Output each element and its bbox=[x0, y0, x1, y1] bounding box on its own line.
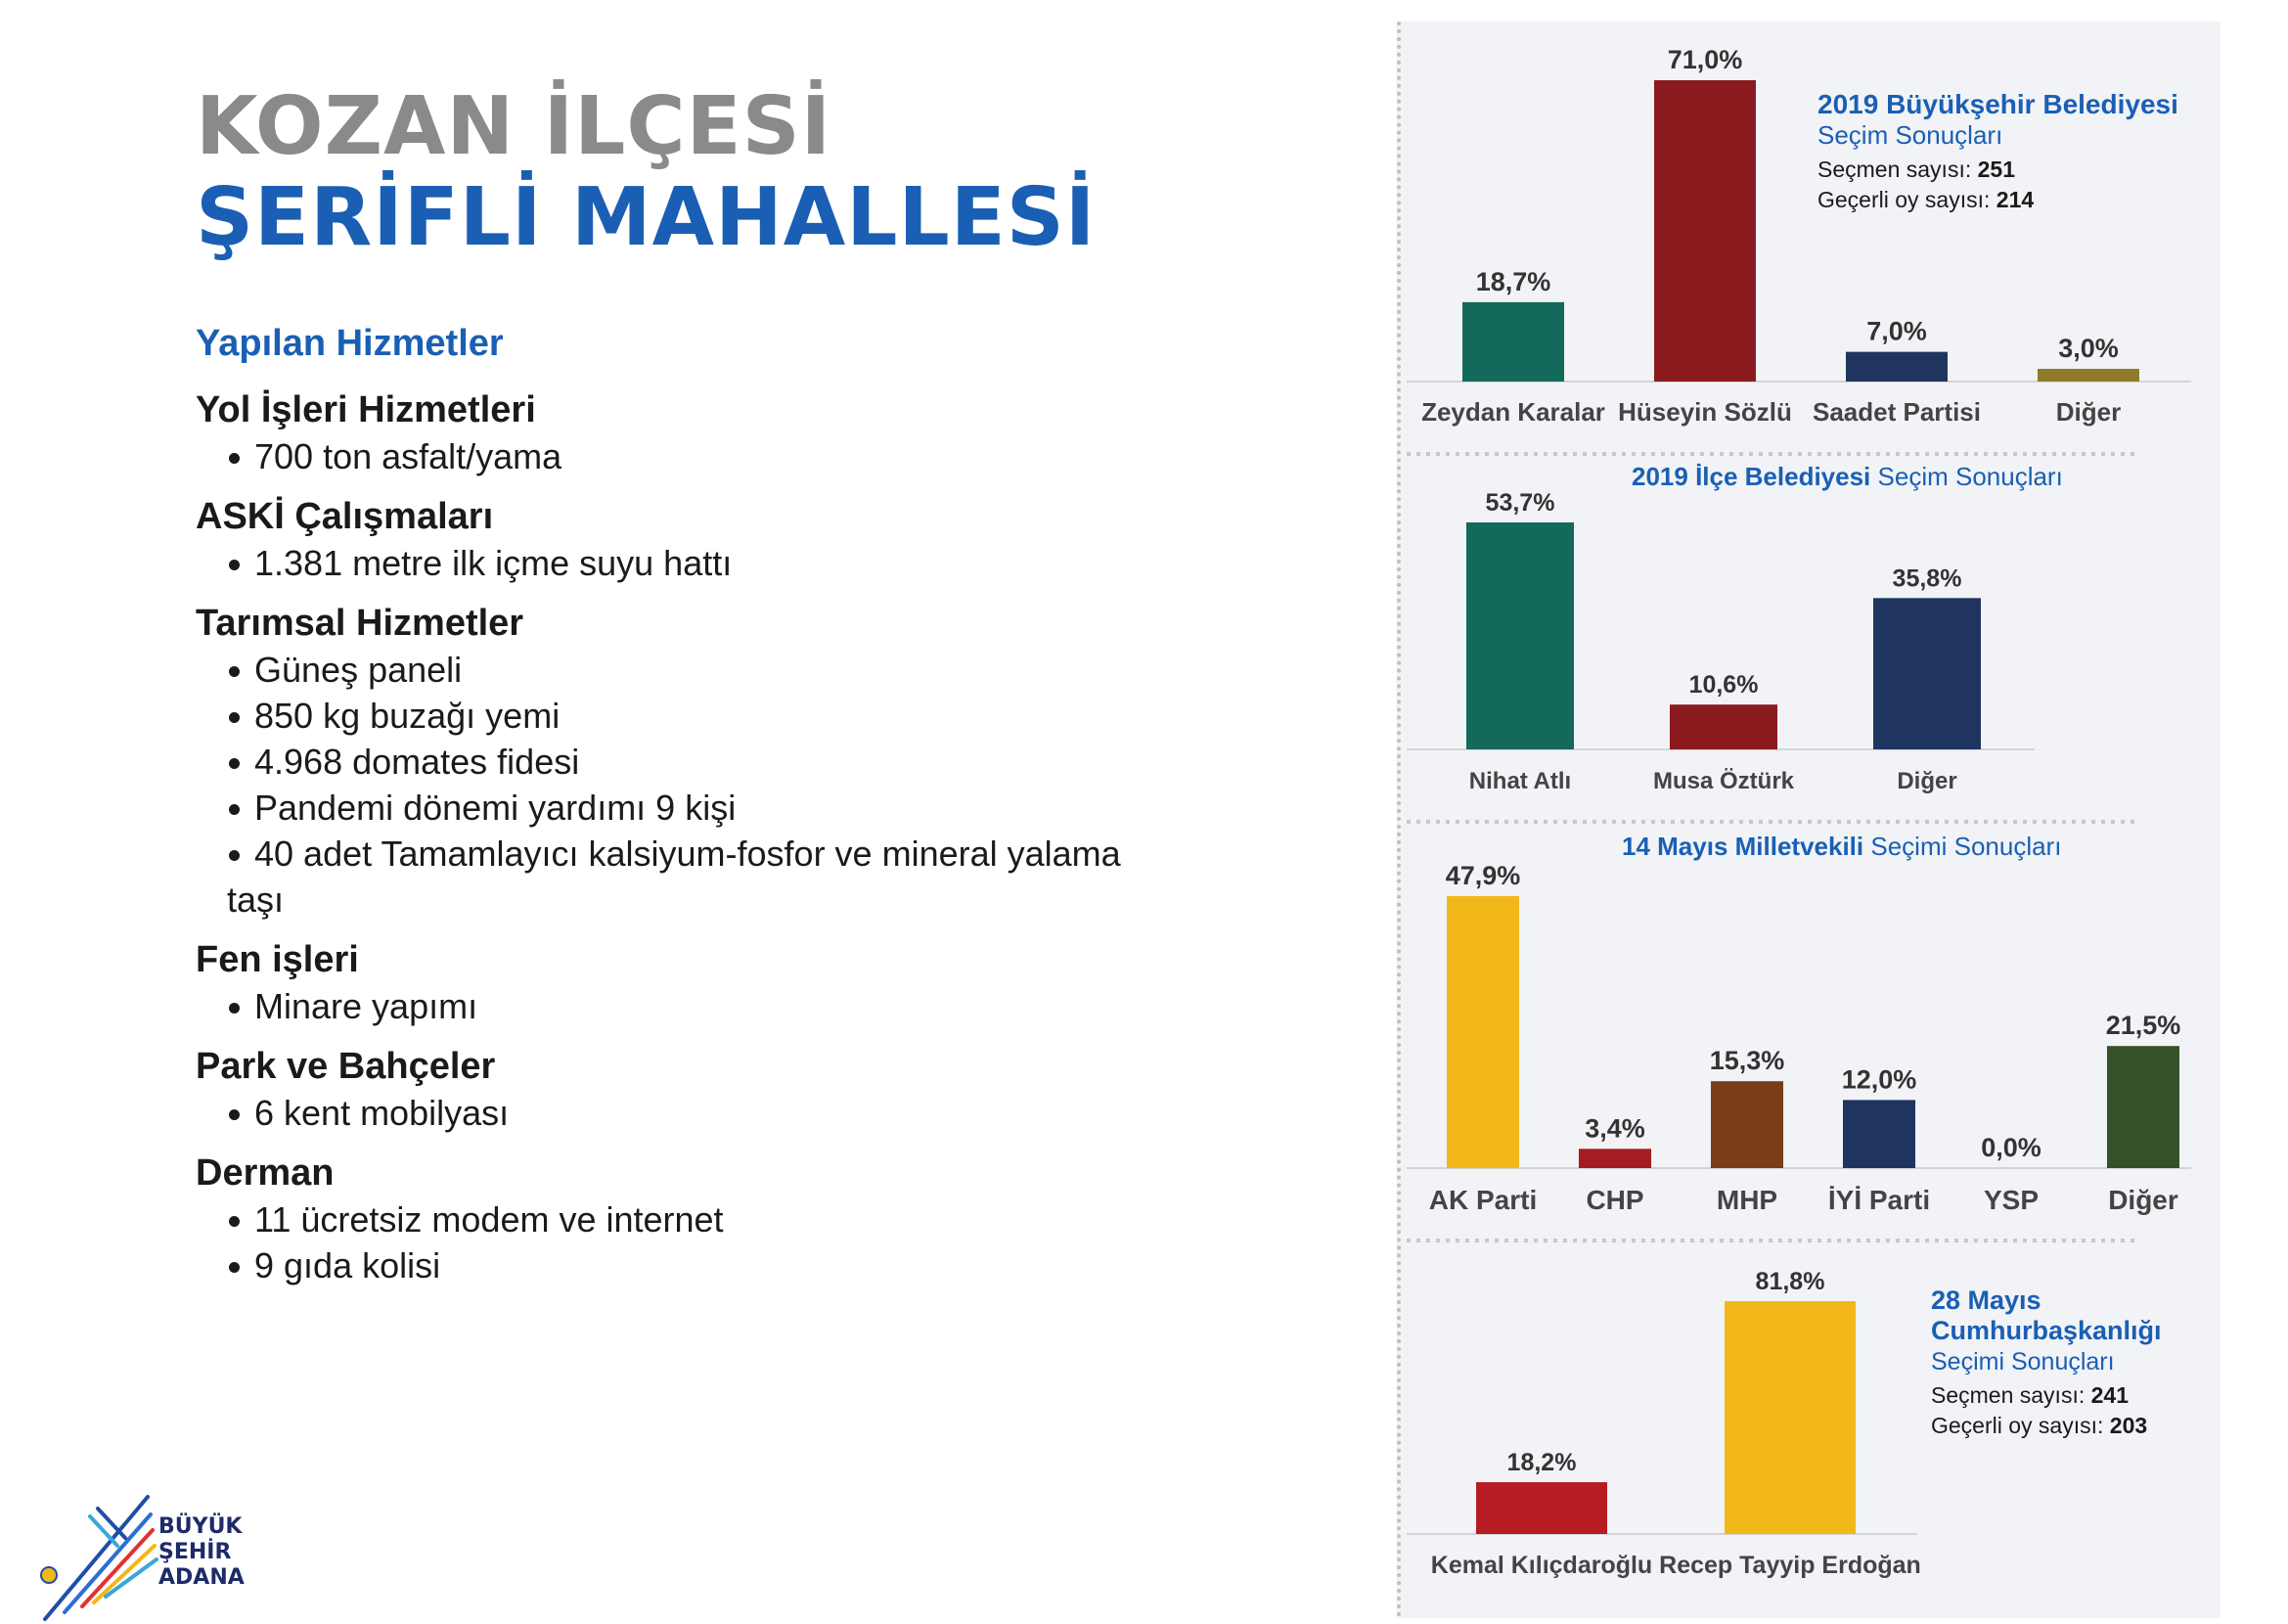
bar bbox=[1447, 896, 1519, 1168]
data-label: 21,5% bbox=[2105, 1011, 2181, 1041]
data-label: 53,7% bbox=[1485, 489, 1555, 517]
bar bbox=[1725, 1301, 1856, 1534]
category-label: Kemal Kılıçdaroğlu bbox=[1430, 1552, 1653, 1579]
service-item: Güneş paneli bbox=[196, 647, 1174, 693]
bar bbox=[1579, 1149, 1651, 1168]
services-heading: Yapılan Hizmetler bbox=[196, 323, 504, 364]
data-label: 15,3% bbox=[1709, 1046, 1785, 1076]
data-label: 18,2% bbox=[1506, 1449, 1577, 1477]
data-label: 3,0% bbox=[2058, 333, 2119, 363]
data-label: 7,0% bbox=[1866, 316, 1927, 346]
service-item: Pandemi dönemi yardımı 9 kişi bbox=[196, 785, 1174, 831]
service-item: 6 kent mobilyası bbox=[196, 1090, 1174, 1136]
data-label: 35,8% bbox=[1892, 564, 1962, 593]
valid-vote-count: Geçerli oy sayısı: 203 bbox=[1931, 1413, 2148, 1438]
service-item: 4.968 domates fidesi bbox=[196, 739, 1174, 785]
services-section bbox=[196, 323, 1174, 1288]
service-category: Derman bbox=[196, 1152, 335, 1194]
category-label: İYİ Parti bbox=[1827, 1185, 1931, 1215]
service-item: 850 kg buzağı yemi bbox=[196, 693, 1174, 739]
voter-count: Seçmen sayısı: 251 bbox=[1817, 157, 2015, 182]
bar bbox=[1711, 1081, 1783, 1168]
category-label: Zeydan Karalar bbox=[1421, 397, 1605, 427]
data-label: 81,8% bbox=[1755, 1268, 1825, 1295]
category-label: Diğer bbox=[2108, 1185, 2178, 1215]
category-label: Nihat Atlı bbox=[1468, 768, 1572, 794]
chart-title: 14 Mayıs Milletvekili Seçimi Sonuçları bbox=[1622, 832, 2062, 861]
chart-title: 2019 Büyükşehir Belediyesi bbox=[1817, 89, 2178, 119]
chart-subtitle: Seçimi Sonuçları bbox=[1931, 1348, 2115, 1376]
service-category: Park ve Bahçeler bbox=[196, 1046, 496, 1087]
service-item: Minare yapımı bbox=[196, 983, 1174, 1029]
bar bbox=[1873, 598, 1981, 749]
valid-vote-count: Geçerli oy sayısı: 214 bbox=[1817, 187, 2035, 212]
chart-title: 28 Mayıs bbox=[1931, 1286, 2041, 1315]
service-category: Tarımsal Hizmetler bbox=[196, 603, 524, 644]
chart-title: Cumhurbaşkanlığı bbox=[1931, 1316, 2162, 1345]
category-label: MHP bbox=[1716, 1185, 1778, 1215]
chart-subtitle: Seçim Sonuçları bbox=[1817, 120, 2003, 150]
category-label: YSP bbox=[1983, 1185, 2040, 1215]
category-label: Musa Öztürk bbox=[1652, 768, 1795, 794]
service-category: ASKİ Çalışmaları bbox=[196, 496, 494, 537]
data-label: 47,9% bbox=[1445, 861, 1521, 890]
service-item: 700 ton asfalt/yama bbox=[196, 433, 1174, 479]
bar bbox=[2038, 369, 2139, 382]
service-category: Yol İşleri Hizmetleri bbox=[196, 389, 536, 430]
bar bbox=[1670, 704, 1777, 749]
district-title: KOZAN İLÇESİ bbox=[196, 80, 832, 173]
bar bbox=[1654, 80, 1756, 382]
data-label: 18,7% bbox=[1475, 266, 1551, 296]
category-label: Diğer bbox=[1897, 768, 1957, 794]
category-label: Diğer bbox=[2055, 397, 2122, 427]
data-label: 71,0% bbox=[1667, 45, 1743, 74]
neighborhood-title: ŞERİFLİ MAHALLESİ bbox=[196, 171, 1097, 264]
category-label: Saadet Partisi bbox=[1813, 397, 1981, 427]
bar bbox=[2107, 1046, 2179, 1168]
bar bbox=[1462, 302, 1564, 382]
chart-title: 2019 İlçe Belediyesi Seçim Sonuçları bbox=[1632, 462, 2063, 491]
service-item: 9 gıda kolisi bbox=[196, 1242, 1174, 1288]
election-charts bbox=[1397, 22, 2217, 1618]
bar bbox=[1466, 522, 1574, 749]
logo-text: BÜYÜK ŞEHİR ADANA bbox=[158, 1514, 245, 1590]
service-item: 40 adet Tamamlayıcı kalsiyum-fosfor ve mineral yalama taşı bbox=[196, 831, 1174, 923]
service-item: 1.381 metre ilk içme suyu hattı bbox=[196, 540, 1174, 586]
service-item: 11 ücretsiz modem ve internet bbox=[196, 1196, 1174, 1242]
category-label: Hüseyin Sözlü bbox=[1618, 397, 1792, 427]
voter-count: Seçmen sayısı: 241 bbox=[1931, 1382, 2129, 1408]
data-label: 0,0% bbox=[1981, 1133, 2041, 1162]
category-label: Recep Tayyip Erdoğan bbox=[1659, 1552, 1921, 1579]
data-label: 12,0% bbox=[1841, 1064, 1917, 1095]
category-label: CHP bbox=[1586, 1185, 1644, 1215]
bar bbox=[1476, 1482, 1607, 1534]
category-label: AK Parti bbox=[1428, 1185, 1538, 1215]
services-list bbox=[196, 386, 1174, 1288]
bar bbox=[1843, 1100, 1915, 1168]
service-category: Fen işleri bbox=[196, 939, 359, 980]
data-label: 3,4% bbox=[1585, 1113, 1645, 1144]
data-label: 10,6% bbox=[1688, 671, 1759, 699]
bar bbox=[1846, 352, 1948, 382]
